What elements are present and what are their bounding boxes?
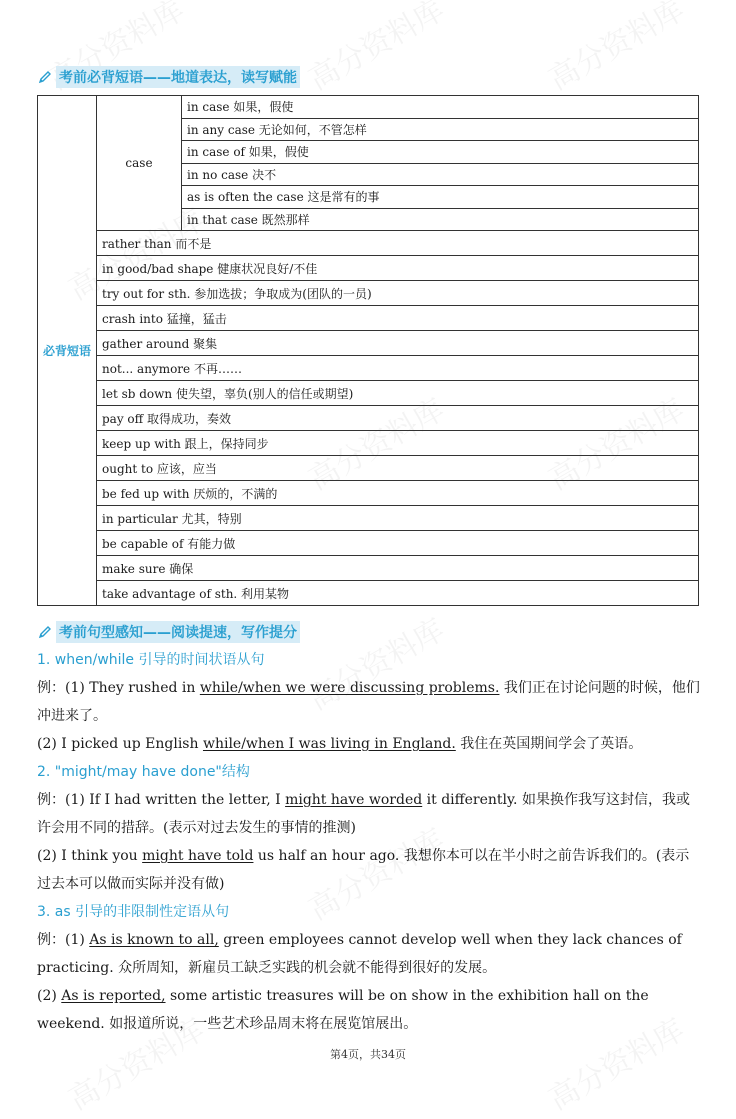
category-cell: 必背短语: [38, 96, 97, 606]
underlined-phrase: might have told: [142, 848, 254, 864]
table-row: in particular 尤其，特别: [97, 506, 699, 531]
pencil-icon: [38, 625, 52, 639]
table-row: be capable of 有能力做: [97, 531, 699, 556]
watermark: [299, 0, 451, 99]
underlined-phrase: might have worded: [285, 792, 423, 808]
pencil-icon: [38, 70, 52, 84]
table-row: try out for sth. 参加选拔；争取成为(团队的一员): [97, 281, 699, 306]
heading-text: 考前必背短语——地道表达，读写赋能: [56, 66, 300, 88]
table-row: not... anymore 不再……: [97, 356, 699, 381]
example-3-2: (2) As is reported, some artistic treasures will be on show in the exhibition hall on the weekend. 如报道所说，一些艺术珍品周末将在展览馆展出。: [37, 988, 649, 1032]
table-row: be fed up with 厌烦的，不满的: [97, 481, 699, 506]
table-row: gather around 聚集: [97, 331, 699, 356]
table-row: take advantage of sth. 利用某物: [97, 581, 699, 606]
section-heading-sentences: [38, 621, 300, 643]
example-3-1: 例：(1) As is known to all, green employees cannot develop well when they lack chances of practicing. 众所周知，新雇员工缺乏实践的机会就不能得到很好的发展。: [37, 932, 682, 976]
table-row: make sure 确保: [97, 556, 699, 581]
heading-text: 考前句型感知——阅读提速，写作提分: [56, 621, 300, 643]
pattern-title-2: 2. "might/may have done"结构: [37, 764, 250, 780]
page-number: 第4页，共34页: [330, 1048, 406, 1061]
table-row: keep up with 跟上，保持同步: [97, 431, 699, 456]
example-1-2: (2) I picked up English while/when I was living in England. 我住在英国期间学会了英语。: [37, 736, 643, 752]
pattern-title-3: 3. as 引导的非限制性定语从句: [37, 904, 230, 920]
underlined-phrase: As is known to all,: [89, 932, 219, 948]
section-heading-phrases: [38, 66, 300, 88]
pattern-title-1: 1. when/while 引导的时间状语从句: [37, 652, 265, 668]
example-2-2: (2) I think you might have told us half an hour ago. 我想你本可以在半小时之前告诉我们的。(表示过去本可以做而实际并没有做): [37, 848, 690, 892]
underlined-phrase: while/when I was living in England.: [202, 736, 456, 752]
table-row: in case of 如果，假使: [182, 141, 699, 164]
table-row: crash into 猛撞，猛击: [97, 306, 699, 331]
watermark: [539, 0, 691, 99]
table-row: let sb down 使失望，辜负(别人的信任或期望): [97, 381, 699, 406]
example-1-1: 例：(1) They rushed in while/when we were discussing problems. 我们正在讨论问题的时候，他们冲进来了。: [37, 680, 700, 724]
table-row: in any case 无论如何，不管怎样: [182, 118, 699, 141]
table-row: ought to 应该，应当: [97, 456, 699, 481]
table-row: in no case 决不: [182, 163, 699, 186]
underlined-phrase: while/when we were discussing problems.: [199, 680, 500, 696]
table-row: in case 如果，假使: [182, 96, 699, 119]
table-row: pay off 取得成功，奏效: [97, 406, 699, 431]
table-row: in that case 既然那样: [182, 208, 699, 231]
table-row: rather than 而不是: [97, 231, 699, 256]
example-2-1: 例：(1) If I had written the letter, I might have worded it differently. 如果换作我写这封信，我或许会用不同的措辞。(表示对过去发生的事情的推测): [37, 792, 690, 836]
case-cell: case: [97, 96, 182, 231]
table-row: as is often the case 这是常有的事: [182, 186, 699, 209]
underlined-phrase: As is reported,: [61, 988, 166, 1004]
table-row: in good/bad shape 健康状况良好/不佳: [97, 256, 699, 281]
sentence-patterns: [37, 646, 701, 1038]
phrases-table: [37, 95, 699, 606]
